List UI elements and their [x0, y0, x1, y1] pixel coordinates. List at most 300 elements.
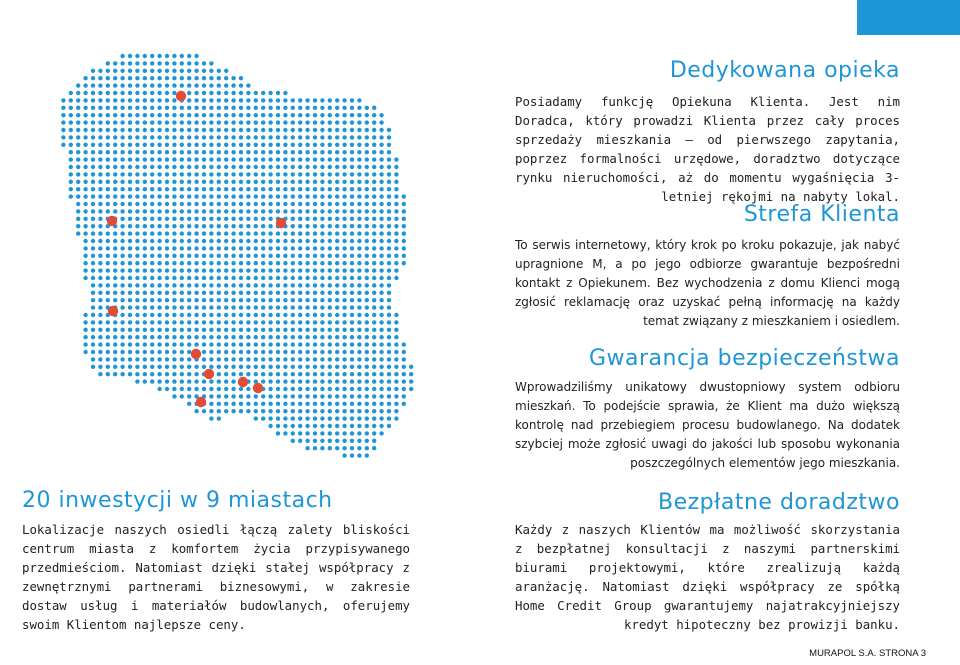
map-dot	[335, 335, 339, 339]
map-dot	[357, 143, 361, 147]
map-dot	[120, 224, 124, 228]
map-dot	[313, 202, 317, 206]
map-dot	[187, 239, 191, 243]
map-dot	[387, 239, 391, 243]
map-dot	[224, 335, 228, 339]
map-dot	[61, 113, 65, 117]
map-dot	[261, 157, 265, 161]
map-dot	[328, 313, 332, 317]
map-dot	[387, 387, 391, 391]
map-dot	[150, 76, 154, 80]
map-dot	[254, 291, 258, 295]
map-dot	[320, 320, 324, 324]
map-dot	[209, 217, 213, 221]
map-dot	[335, 305, 339, 309]
map-dot	[379, 335, 383, 339]
map-dot	[283, 120, 287, 124]
map-dot	[276, 157, 280, 161]
map-dot	[231, 320, 235, 324]
map-dot	[372, 113, 376, 117]
map-dot	[335, 157, 339, 161]
map-dot	[328, 239, 332, 243]
map-dot	[187, 246, 191, 250]
map-dot	[165, 135, 169, 139]
map-dot	[143, 379, 147, 383]
map-dot	[91, 291, 95, 295]
map-dot	[76, 187, 80, 191]
map-dot	[254, 194, 258, 198]
map-dot	[120, 194, 124, 198]
map-dot	[379, 283, 383, 287]
map-dot	[239, 291, 243, 295]
map-dot	[187, 335, 191, 339]
map-dot	[372, 194, 376, 198]
map-dot	[320, 231, 324, 235]
map-dot	[328, 180, 332, 184]
map-dot	[120, 365, 124, 369]
map-dot	[194, 239, 198, 243]
map-dot	[357, 246, 361, 250]
map-dot	[298, 350, 302, 354]
map-dot	[320, 128, 324, 132]
map-dot	[172, 135, 176, 139]
map-dot	[135, 76, 139, 80]
map-dot	[209, 61, 213, 65]
map-dot	[291, 394, 295, 398]
map-dot	[246, 268, 250, 272]
map-dot	[157, 254, 161, 258]
map-dot	[335, 424, 339, 428]
map-dot	[194, 135, 198, 139]
map-dot	[394, 357, 398, 361]
map-dot	[342, 143, 346, 147]
map-dot	[180, 350, 184, 354]
map-dot	[291, 416, 295, 420]
map-dot	[305, 246, 309, 250]
map-dot	[402, 231, 406, 235]
map-dot	[357, 431, 361, 435]
map-dot	[157, 291, 161, 295]
map-dot	[128, 365, 132, 369]
map-dot	[209, 76, 213, 80]
map-dot	[298, 335, 302, 339]
map-dot	[239, 98, 243, 102]
map-dot	[246, 91, 250, 95]
map-dot	[83, 209, 87, 213]
map-dot	[342, 98, 346, 102]
map-dot	[172, 224, 176, 228]
map-dot	[180, 120, 184, 124]
map-dot	[150, 254, 154, 258]
map-dot	[335, 291, 339, 295]
map-dot	[261, 298, 265, 302]
map-dot	[276, 98, 280, 102]
map-dot	[98, 268, 102, 272]
map-dot	[246, 120, 250, 124]
map-dot	[313, 157, 317, 161]
map-dot	[106, 157, 110, 161]
map-dot	[409, 387, 413, 391]
map-dot	[320, 328, 324, 332]
map-dot	[143, 357, 147, 361]
map-dot	[305, 305, 309, 309]
map-dot	[91, 246, 95, 250]
map-dot	[150, 217, 154, 221]
map-dot	[305, 431, 309, 435]
map-dot	[268, 276, 272, 280]
map-dot	[276, 298, 280, 302]
map-dot	[276, 209, 280, 213]
map-dot	[231, 120, 235, 124]
map-dot	[342, 313, 346, 317]
map-dot	[350, 291, 354, 295]
map-dot	[313, 365, 317, 369]
map-dot	[224, 202, 228, 206]
map-dot	[305, 202, 309, 206]
map-dot	[165, 357, 169, 361]
map-dot	[83, 320, 87, 324]
map-dot	[187, 261, 191, 265]
map-dot	[157, 283, 161, 287]
map-dot	[157, 231, 161, 235]
map-dot	[187, 128, 191, 132]
map-dot	[194, 172, 198, 176]
map-dot	[365, 113, 369, 117]
map-dot	[113, 91, 117, 95]
map-dot	[209, 379, 213, 383]
map-dot	[283, 424, 287, 428]
map-dot	[372, 209, 376, 213]
map-dot	[372, 180, 376, 184]
map-dot	[143, 194, 147, 198]
map-dot	[91, 165, 95, 169]
map-dot	[387, 157, 391, 161]
map-dot	[217, 194, 221, 198]
map-dot	[143, 305, 147, 309]
map-dot	[83, 217, 87, 221]
map-dot	[357, 113, 361, 117]
map-dot	[379, 113, 383, 117]
map-dot	[143, 180, 147, 184]
map-dot	[298, 120, 302, 124]
map-dot	[209, 416, 213, 420]
map-dot	[254, 143, 258, 147]
map-dot	[217, 172, 221, 176]
map-dot	[254, 276, 258, 280]
map-dot	[91, 224, 95, 228]
map-dot	[135, 313, 139, 317]
map-dot	[165, 202, 169, 206]
map-dot	[276, 231, 280, 235]
map-dot	[209, 335, 213, 339]
city-marker	[107, 216, 117, 226]
map-dot	[194, 254, 198, 258]
map-dot	[357, 135, 361, 139]
map-dot	[202, 209, 206, 213]
map-dot	[231, 128, 235, 132]
map-dot	[320, 409, 324, 413]
map-dot	[394, 180, 398, 184]
map-dot	[335, 209, 339, 213]
map-dot	[98, 91, 102, 95]
map-dot	[283, 276, 287, 280]
map-dot	[357, 313, 361, 317]
map-dot	[106, 283, 110, 287]
map-dot	[365, 135, 369, 139]
map-dot	[91, 217, 95, 221]
map-dot	[394, 313, 398, 317]
map-dot	[379, 187, 383, 191]
map-dot	[143, 157, 147, 161]
map-dot	[113, 342, 117, 346]
city-marker	[204, 369, 214, 379]
map-dot	[224, 128, 228, 132]
map-dot	[291, 246, 295, 250]
map-dot	[357, 335, 361, 339]
map-dot	[283, 379, 287, 383]
map-dot	[291, 106, 295, 110]
map-dot	[261, 261, 265, 265]
map-dot	[268, 313, 272, 317]
map-dot	[180, 357, 184, 361]
map-dot	[357, 379, 361, 383]
map-dot	[157, 268, 161, 272]
map-dot	[246, 409, 250, 413]
map-dot	[187, 61, 191, 65]
map-dot	[291, 113, 295, 117]
map-dot	[231, 379, 235, 383]
map-dot	[165, 239, 169, 243]
map-dot	[143, 202, 147, 206]
map-dot	[172, 357, 176, 361]
map-dot	[83, 350, 87, 354]
map-dot	[209, 98, 213, 102]
map-dot	[91, 313, 95, 317]
map-dot	[365, 439, 369, 443]
map-dot	[313, 446, 317, 450]
map-dot	[231, 291, 235, 295]
map-dot	[165, 194, 169, 198]
map-dot	[342, 291, 346, 295]
map-dot	[202, 224, 206, 228]
map-dot	[128, 143, 132, 147]
map-dot	[120, 328, 124, 332]
map-dot	[150, 180, 154, 184]
map-dot	[387, 328, 391, 332]
map-dot	[320, 365, 324, 369]
map-dot	[342, 187, 346, 191]
map-dot	[246, 298, 250, 302]
map-dot	[98, 143, 102, 147]
map-dot	[165, 268, 169, 272]
map-dot	[291, 150, 295, 154]
map-dot	[261, 246, 265, 250]
map-dot	[320, 357, 324, 361]
map-dot	[165, 61, 169, 65]
map-dot	[328, 231, 332, 235]
map-dot	[231, 217, 235, 221]
map-dot	[246, 387, 250, 391]
map-dot	[387, 202, 391, 206]
map-dot	[165, 217, 169, 221]
text-gwarancja-bezpieczenstwa: Wprowadziliśmy unikatowy dwustopniowy system odbioru mieszkań. To podejście sprawia, że Klient ma dużo większą kontrolę nad przebiegiem procesu budowlanego. Na dodatek szybciej może zgłosić uwagi do jakości lub sposobu wykonania poszczególnych elementów jego mieszkania.	[515, 380, 900, 470]
map-dot	[202, 135, 206, 139]
map-dot	[320, 372, 324, 376]
map-dot	[217, 120, 221, 124]
map-dot	[187, 106, 191, 110]
map-dot	[128, 246, 132, 250]
map-dot	[135, 157, 139, 161]
map-dot	[261, 357, 265, 361]
map-dot	[224, 150, 228, 154]
map-dot	[291, 135, 295, 139]
map-dot	[387, 402, 391, 406]
map-dot	[135, 283, 139, 287]
map-dot	[231, 143, 235, 147]
map-dot	[268, 335, 272, 339]
map-dot	[268, 128, 272, 132]
map-dot	[180, 276, 184, 280]
map-dot	[254, 113, 258, 117]
map-dot	[239, 91, 243, 95]
map-dot	[283, 172, 287, 176]
map-dot	[113, 165, 117, 169]
map-dot	[91, 261, 95, 265]
map-dot	[313, 187, 317, 191]
map-dot	[172, 335, 176, 339]
map-dot	[298, 231, 302, 235]
map-dot	[276, 254, 280, 258]
map-dot	[313, 231, 317, 235]
map-dot	[350, 254, 354, 258]
map-dot	[202, 328, 206, 332]
map-dot	[328, 98, 332, 102]
map-dot	[298, 387, 302, 391]
map-dot	[350, 239, 354, 243]
map-dot	[187, 254, 191, 258]
map-dot	[120, 357, 124, 361]
map-dot	[387, 379, 391, 383]
map-dot	[254, 128, 258, 132]
map-dot	[120, 202, 124, 206]
map-dot	[135, 350, 139, 354]
map-dot	[320, 113, 324, 117]
map-dot	[98, 365, 102, 369]
map-dot	[239, 120, 243, 124]
map-dot	[98, 69, 102, 73]
map-dot	[387, 165, 391, 169]
map-dot	[409, 372, 413, 376]
map-dot	[365, 372, 369, 376]
map-dot	[91, 128, 95, 132]
map-dot	[254, 305, 258, 309]
map-dot	[98, 83, 102, 87]
map-dot	[231, 194, 235, 198]
map-dot	[372, 239, 376, 243]
map-dot	[409, 379, 413, 383]
map-dot	[276, 350, 280, 354]
map-dot	[150, 335, 154, 339]
map-dot	[113, 194, 117, 198]
map-dot	[328, 439, 332, 443]
map-dot	[357, 239, 361, 243]
map-dot	[254, 320, 258, 324]
map-dot	[120, 350, 124, 354]
map-dot	[231, 357, 235, 361]
map-dot	[283, 261, 287, 265]
map-dot	[224, 261, 228, 265]
map-dot	[394, 328, 398, 332]
map-dot	[372, 157, 376, 161]
map-dot	[313, 431, 317, 435]
map-dot	[313, 135, 317, 139]
map-dot	[165, 291, 169, 295]
map-dot	[394, 231, 398, 235]
map-dot	[157, 187, 161, 191]
map-dot	[350, 231, 354, 235]
map-dot	[387, 276, 391, 280]
map-dot	[394, 194, 398, 198]
map-dot	[106, 342, 110, 346]
map-dot	[350, 342, 354, 346]
map-dot	[335, 431, 339, 435]
map-dot	[113, 128, 117, 132]
map-dot	[165, 54, 169, 58]
map-dot	[328, 150, 332, 154]
map-dot	[239, 157, 243, 161]
map-dot	[165, 224, 169, 228]
map-dot	[402, 209, 406, 213]
map-dot	[394, 217, 398, 221]
heading-inwestycje: 20 inwestycji w 9 miastach	[22, 488, 333, 513]
map-dot	[180, 135, 184, 139]
map-dot	[180, 157, 184, 161]
map-dot	[224, 365, 228, 369]
map-dot	[128, 180, 132, 184]
city-marker	[238, 377, 248, 387]
map-dot	[305, 187, 309, 191]
map-dot	[246, 98, 250, 102]
map-dot	[157, 106, 161, 110]
map-dot	[372, 387, 376, 391]
map-dot	[342, 335, 346, 339]
map-dot	[150, 261, 154, 265]
map-dot	[328, 246, 332, 250]
map-dot	[261, 120, 265, 124]
map-dot	[305, 291, 309, 295]
map-dot	[313, 313, 317, 317]
map-dot	[76, 172, 80, 176]
map-dot	[187, 379, 191, 383]
map-dot	[209, 231, 213, 235]
map-dot	[365, 165, 369, 169]
map-dot	[120, 291, 124, 295]
map-dot	[365, 246, 369, 250]
map-dot	[224, 328, 228, 332]
map-dot	[372, 135, 376, 139]
map-dot	[150, 106, 154, 110]
map-dot	[335, 135, 339, 139]
map-dot	[187, 202, 191, 206]
map-dot	[276, 335, 280, 339]
map-dot	[120, 157, 124, 161]
map-dot	[365, 120, 369, 124]
map-dot	[394, 402, 398, 406]
map-dot	[313, 150, 317, 154]
map-dot	[165, 305, 169, 309]
map-dot	[276, 246, 280, 250]
map-dot	[113, 268, 117, 272]
